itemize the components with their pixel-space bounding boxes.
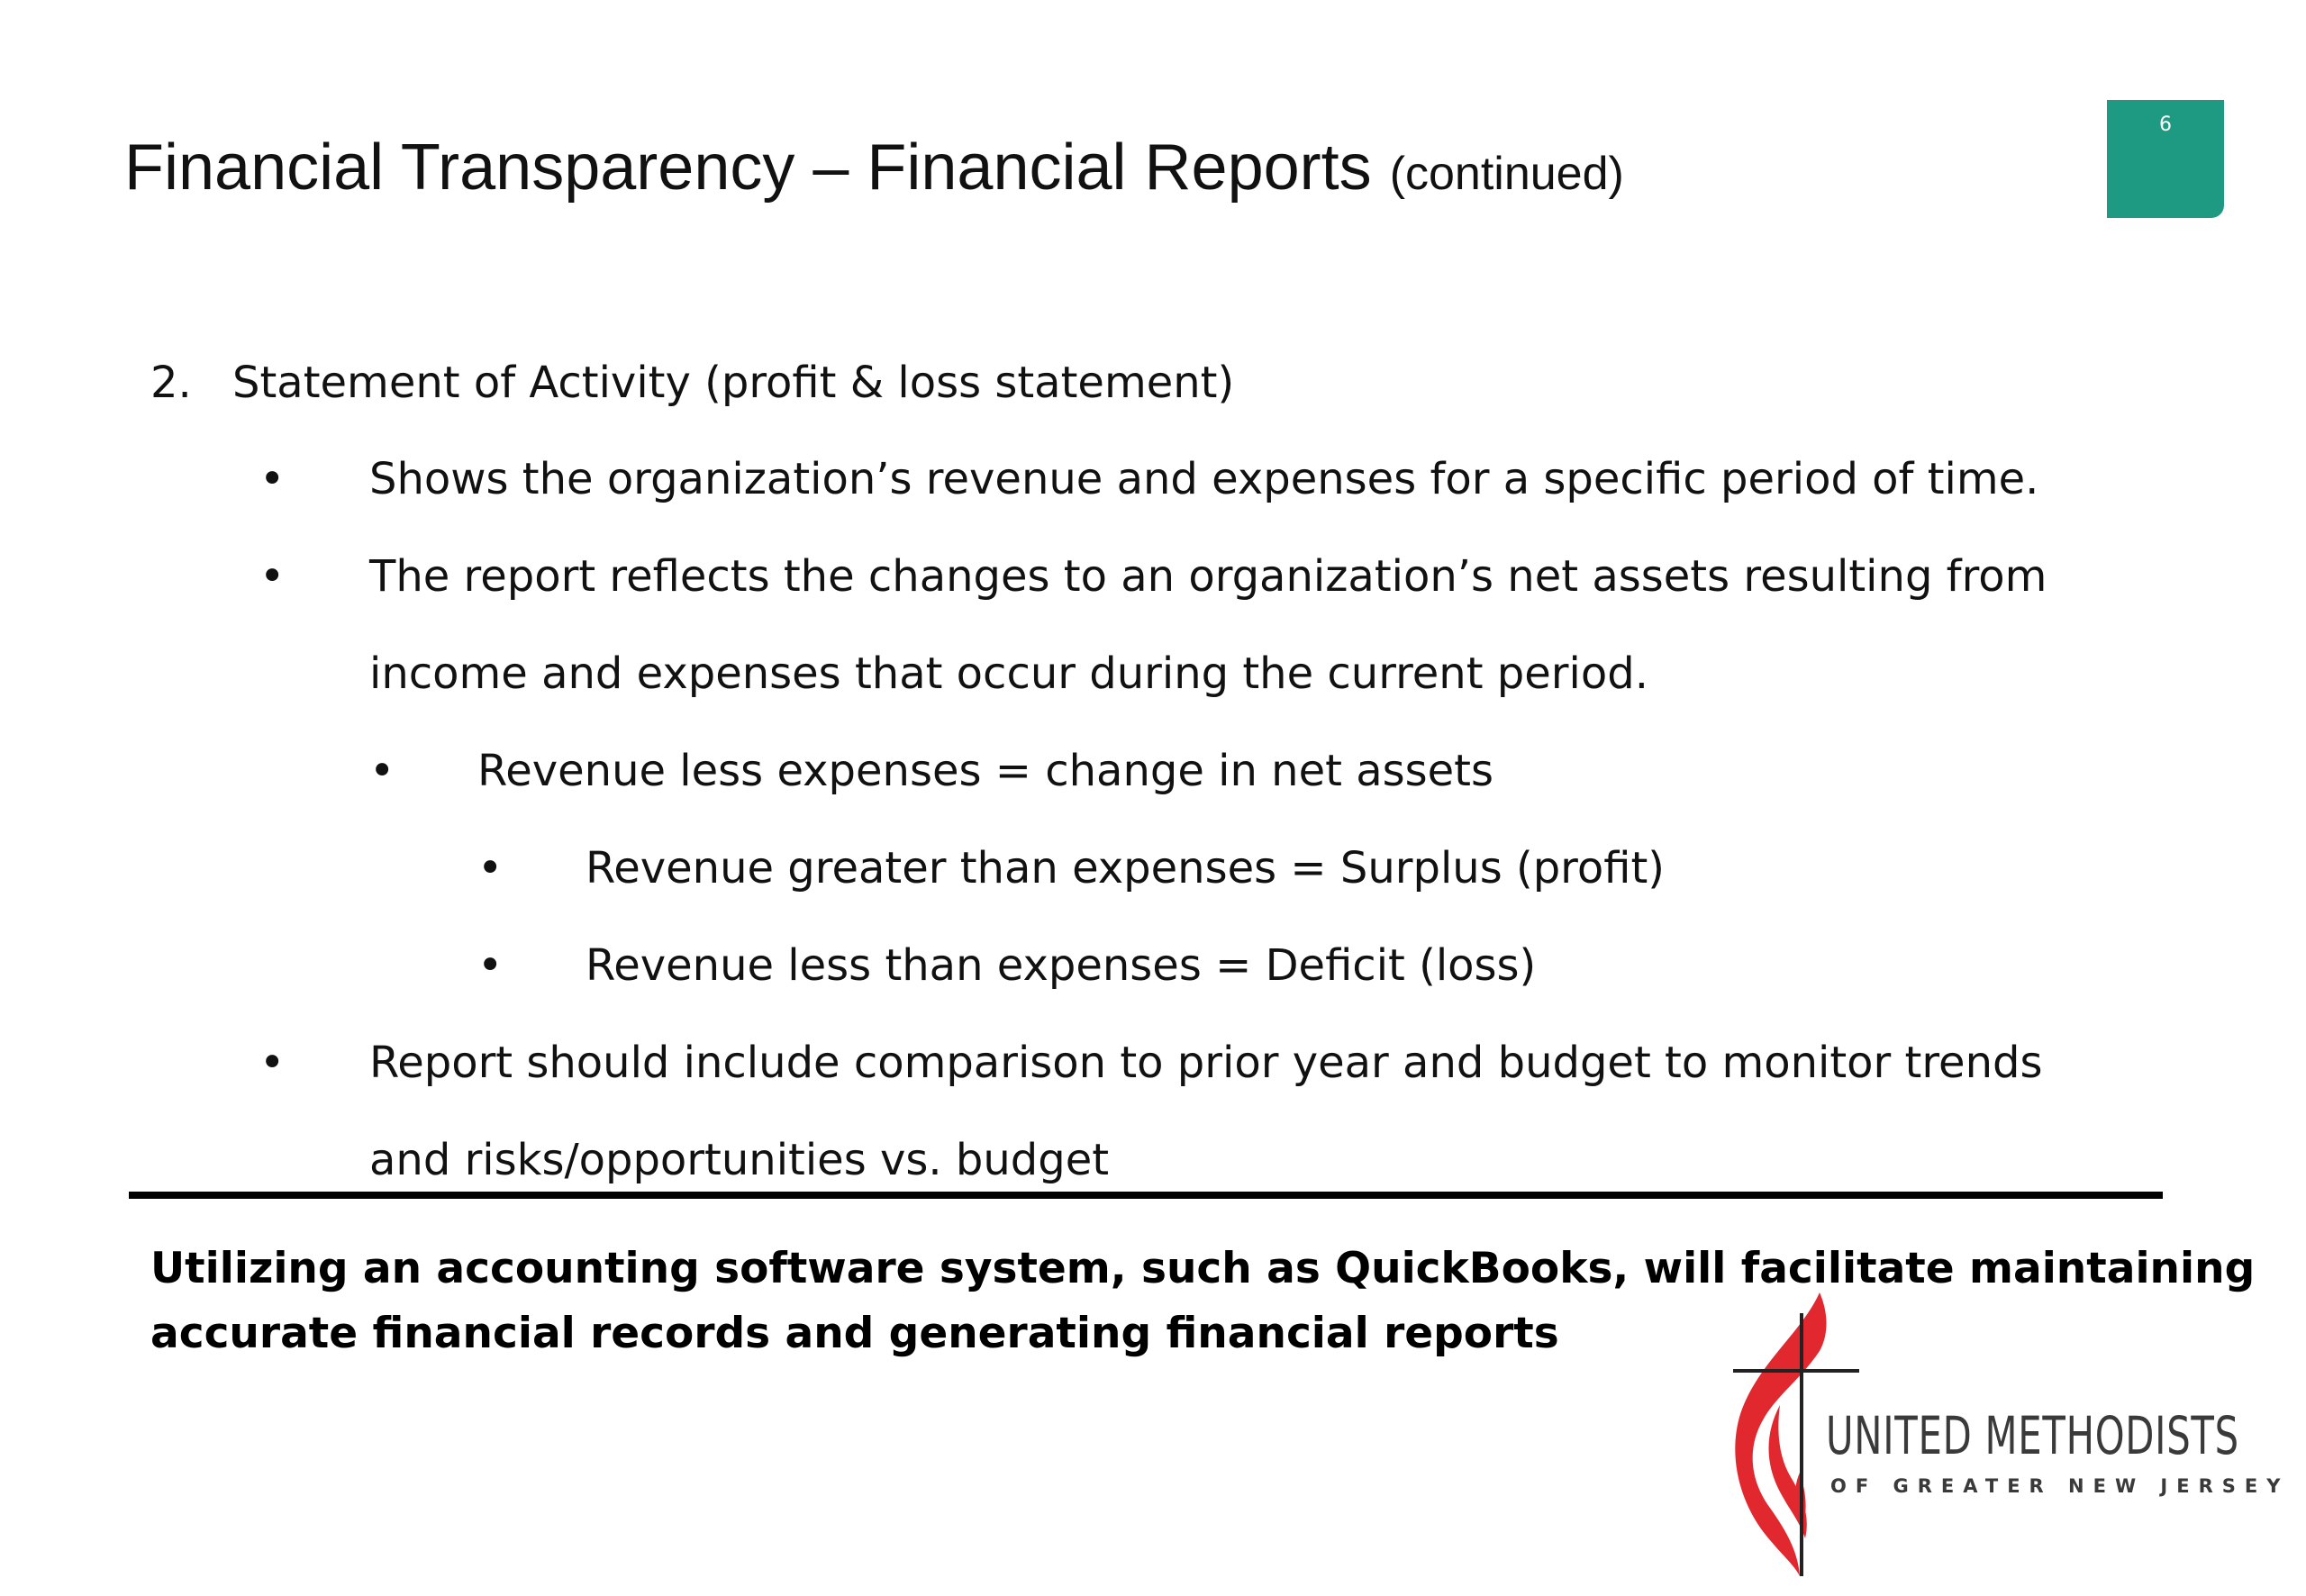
bullet-marker: • (477, 940, 504, 991)
logo-name-line-1: UNITED METHODISTS (1826, 1405, 2239, 1466)
title-main: Financial Transparency – Financial Reports (124, 131, 1372, 204)
bullet-marker: • (369, 746, 395, 796)
callout-line-1: Utilizing an accounting software system, such as QuickBooks, will facilitate maintaining (150, 1244, 2256, 1293)
bullet-marker: • (259, 1038, 286, 1088)
title-suffix: (continued) (1389, 148, 1624, 200)
bullet-marker: • (259, 454, 286, 504)
bullet-1: Shows the organization’s revenue and expenses for a specific period of time. (369, 454, 2039, 504)
sub-sub-bullet-2: Revenue less than expenses = Deficit (loss) (586, 940, 1537, 991)
page-number-badge (2107, 100, 2224, 218)
bullet-marker: • (259, 551, 286, 602)
bullet-marker: • (477, 843, 504, 893)
bullet-2-line-1: The report reflects the changes to an organization’s net assets resulting from (369, 551, 2047, 602)
page-number: 6 (2159, 113, 2172, 136)
divider-rule (129, 1192, 2163, 1199)
list-heading: Statement of Activity (profit & loss statement) (232, 358, 1235, 408)
bullet-3-line-1: Report should include comparison to prior year and budget to monitor trends (369, 1038, 2043, 1088)
sub-bullet: Revenue less expenses = change in net assets (477, 746, 1493, 796)
logo-name-line-2: OF GREATER NEW JERSEY (1830, 1475, 2290, 1497)
slide-title (124, 131, 1624, 204)
bullet-2-line-2: income and expenses that occur during the current period. (369, 648, 1648, 699)
callout-line-2: accurate financial records and generating financial reports (150, 1309, 1559, 1358)
list-number: 2. (150, 358, 192, 408)
sub-sub-bullet-1: Revenue greater than expenses = Surplus (profit) (586, 843, 1666, 893)
bullet-3-line-2: and risks/opportunities vs. budget (369, 1135, 1110, 1185)
